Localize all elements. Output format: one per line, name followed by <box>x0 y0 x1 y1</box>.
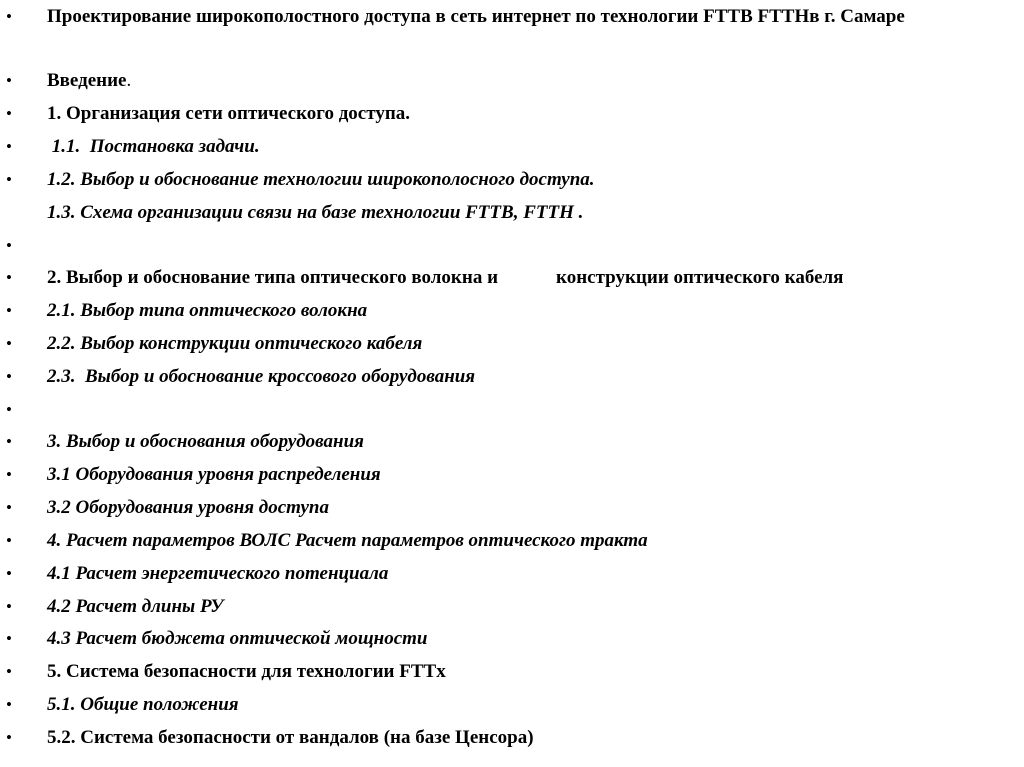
list-item-text: 3.1 Оборудования уровня распределения <box>47 464 381 485</box>
list-item <box>0 201 1024 234</box>
list-item <box>0 102 1024 135</box>
list-item <box>0 332 1024 365</box>
list-item <box>0 627 1024 660</box>
bullet: • <box>6 498 12 517</box>
list-item-text: 2.2. Выбор конструкции оптического кабеля <box>47 333 423 354</box>
list-item <box>0 496 1024 529</box>
list-item-empty <box>0 234 1024 267</box>
list-item <box>0 430 1024 463</box>
list-item <box>0 562 1024 595</box>
list-item <box>0 69 1024 102</box>
bullet: • <box>6 71 12 90</box>
list-item-title <box>0 5 1024 61</box>
bullet: • <box>6 334 12 353</box>
bullet: • <box>6 629 12 648</box>
section-2-title-part2: конструкции оптического кабеля <box>556 267 844 288</box>
list-item-text: 4. Расчет параметров ВОЛС Расчет параметров оптического тракта <box>47 530 648 551</box>
bullet: • <box>6 367 12 386</box>
list-item-text: 1. Организация сети оптического доступа. <box>47 103 411 124</box>
list-item-text: 1.3. Схема организации связи на базе технологии FTTB, FTTH . <box>47 202 584 223</box>
intro-period: . <box>126 70 132 91</box>
list-item-text: 4.1 Расчет энергетического потенциала <box>47 563 389 584</box>
list-item <box>0 266 1024 299</box>
bullet: • <box>6 104 12 123</box>
bullet: • <box>6 236 12 255</box>
list-item-text: 4.2 Расчет длины РУ <box>47 596 224 617</box>
list-item <box>0 595 1024 628</box>
bullet: • <box>6 301 12 320</box>
bullet: • <box>6 662 12 681</box>
list-item-text: 2.3. Выбор и обоснование кроссового оборудования <box>47 366 476 387</box>
list-item <box>0 299 1024 332</box>
list-item-text: 5.2. Система безопасности от вандалов (на базе Ценсора) <box>47 727 534 748</box>
list-item <box>0 529 1024 562</box>
intro-label: Введение <box>47 70 127 91</box>
list-item <box>0 365 1024 398</box>
list-item-text: 3.2 Оборудования уровня доступа <box>47 497 329 518</box>
list-item-text <box>47 69 131 93</box>
bullet: • <box>6 728 12 747</box>
list-item <box>0 168 1024 201</box>
bullet: • <box>6 695 12 714</box>
bullet: • <box>6 268 12 287</box>
list-item-text: 3. Выбор и обоснования оборудования <box>47 431 364 452</box>
list-item-empty <box>0 398 1024 431</box>
bullet: • <box>6 7 12 26</box>
bullet: • <box>6 465 12 484</box>
list-item-text: 4.3 Расчет бюджета оптической мощности <box>47 628 428 649</box>
list-item-text: 5. Система безопасности для технологии FTTx <box>47 661 446 682</box>
bullet: • <box>6 170 12 189</box>
bullet: • <box>6 432 12 451</box>
section-2-title-part1: 2. Выбор и обоснование типа оптического волокна и <box>47 267 499 288</box>
list-item-text: 5.1. Общие положения <box>47 694 239 715</box>
bullet: • <box>6 531 12 550</box>
list-item-text: 2.1. Выбор типа оптического волокна <box>47 300 368 321</box>
list-item-text: 1.2. Выбор и обоснование технологии широкополосного доступа. <box>47 169 595 190</box>
list-item-text: Проектирование широкополостного доступа в сеть интернет по технологии FTTB FTTHв г. Самаре <box>47 6 905 27</box>
list-item <box>0 693 1024 726</box>
bullet: • <box>6 400 12 419</box>
bullet: • <box>6 137 12 156</box>
list-item <box>0 660 1024 693</box>
bullet: • <box>6 597 12 616</box>
list-item <box>0 726 1024 759</box>
list-item-text <box>47 266 843 290</box>
list-item-text: 1.1. Постановка задачи. <box>47 136 260 157</box>
list-item <box>0 463 1024 496</box>
bullet: • <box>6 564 12 583</box>
list-item <box>0 135 1024 168</box>
